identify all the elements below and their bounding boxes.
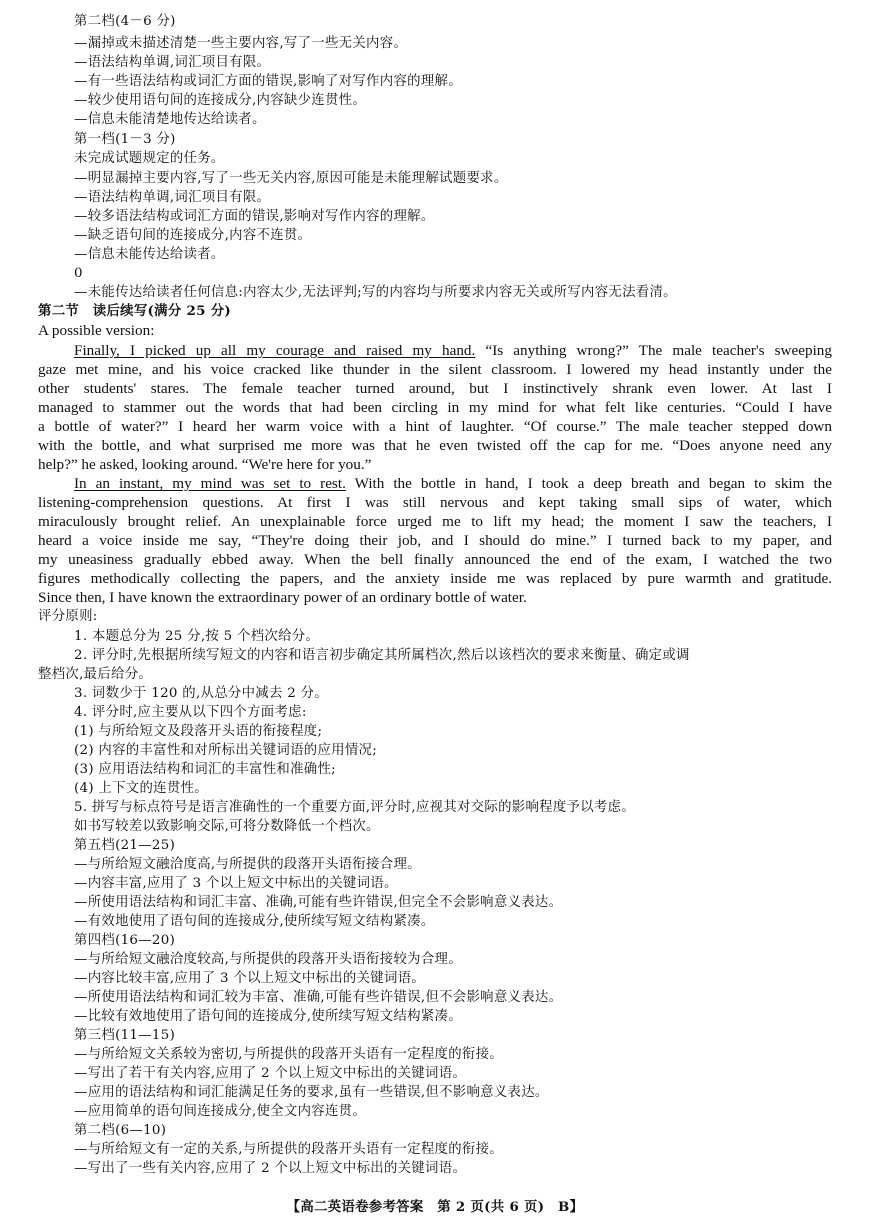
level-criterion: —应用简单的语句间连接成分,使全文内容连贯。 [74, 1104, 367, 1119]
level-criterion: —内容丰富,应用了 3 个以上短文中标出的关键词语。 [74, 876, 398, 891]
paragraph-line: help?” he asked, looking around. “We're here for you.” [38, 456, 372, 473]
band-criterion: —有一些语法结构或词汇方面的错误,影响了对写作内容的理解。 [74, 74, 462, 89]
page-footer: 【高二英语卷参考答案 第 2 页(共 6 页) B】 [286, 1199, 584, 1215]
level-criterion: —所使用语法结构和词汇较为丰富、准确,可能有些许错误,但不会影响意义表达。 [74, 990, 563, 1005]
level-criterion: —应用的语法结构和词汇能满足任务的要求,虽有一些错误,但不影响意义表达。 [74, 1085, 549, 1100]
principle-line: 5. 拼写与标点符号是语言准确性的一个重要方面,评分时,应视其对交际的影响程度予以考虑。 [74, 800, 635, 815]
paragraph-1-first-line [74, 341, 832, 360]
band-zero-description: —未能传达给读者任何信息:内容太少,无法评判;写的内容均与所要求内容无关或所写内容无法看清。 [74, 285, 677, 300]
level-title: 第四档(16—20) [74, 933, 176, 948]
paragraph-line: figures methodically collecting the papers, and the anxiety inside me was replaced by pure warmth and gratitude. [38, 570, 832, 587]
paragraph-2-first-line [74, 474, 832, 493]
band-intro: 未完成试题规定的任务。 [74, 151, 225, 166]
paragraph-line: listening-comprehension questions. At first I was still nervous and kept taking small sips of water, which [38, 494, 832, 511]
paragraph-line: with the bottle, and what surprised me more was that he even twisted off the cap for me. “Does anyone need any [38, 437, 832, 454]
band-criterion: —较少使用语句间的连接成分,内容缺少连贯性。 [74, 93, 367, 108]
band-criterion: —明显漏掉主要内容,写了一些无关内容,原因可能是未能理解试题要求。 [74, 171, 508, 186]
paragraph-text: “Is anything wrong?” The male teacher's sweeping [475, 342, 832, 359]
principles-heading: 评分原则: [38, 609, 98, 624]
paragraph-line: my uneasiness gradually ebbed away. When the bell finally announced the end of the exam, I watched the two [38, 551, 832, 568]
band-criterion: —漏掉或未描述清楚一些主要内容,写了一些无关内容。 [74, 36, 408, 51]
band-title: 第二档(4－6 分) [74, 14, 176, 29]
level-criterion: —写出了一些有关内容,应用了 2 个以上短文中标出的关键词语。 [74, 1161, 467, 1176]
level-title: 第三档(11—15) [74, 1028, 176, 1043]
paragraph-line: miraculously brought relief. An unexplainable force urged me to lift my head; the moment I saw the teachers, I [38, 513, 832, 530]
level-criterion: —与所给短文融洽度较高,与所提供的段落开头语衔接较为合理。 [74, 952, 462, 967]
principle-line: 如书写较差以致影响交际,可将分数降低一个档次。 [74, 819, 380, 834]
band-title: 第一档(1－3 分) [74, 132, 176, 147]
paragraph-text: With the bottle in hand, I took a deep breath and began to skim the [345, 475, 832, 492]
principle-line: 4. 评分时,应主要从以下四个方面考虑: [74, 705, 307, 720]
paragraph-line: managed to stammer out the words that had been circling in my mind for what felt like centuries. “Could I have [38, 399, 832, 416]
level-criterion: —与所给短文有一定的关系,与所提供的段落开头语有一定程度的衔接。 [74, 1142, 503, 1157]
level-criterion: —所使用语法结构和词汇丰富、准确,可能有些许错误,但完全不会影响意义表达。 [74, 895, 563, 910]
section-heading: 第二节 读后续写(满分 25 分) [38, 303, 232, 319]
band-criterion: —信息未能清楚地传达给读者。 [74, 112, 266, 127]
band-criterion: —语法结构单调,词汇项目有限。 [74, 190, 271, 205]
level-criterion: —内容比较丰富,应用了 3 个以上短文中标出的关键词语。 [74, 971, 426, 986]
paragraph-line: Since then, I have known the extraordinary power of an ordinary bottle of water. [38, 589, 527, 606]
paragraph-line: gaze met mine, and his voice cracked like thunder in the silent classroom. I lowered my head instantly under the [38, 361, 832, 378]
paragraph-line: other students' stares. The female teacher turned around, but I instinctively shrank even lower. At last I [38, 380, 832, 397]
principle-line: (4) 上下文的连贯性。 [74, 781, 208, 796]
principle-line: (1) 与所给短文及段落开头语的衔接程度; [74, 724, 323, 739]
paragraph-opening-sentence: In an instant, my mind was set to rest. [74, 475, 346, 492]
principle-line: (3) 应用语法结构和词汇的丰富性和准确性; [74, 762, 336, 777]
level-criterion: —比较有效地使用了语句间的连接成分,使所续写短文结构紧凑。 [74, 1009, 462, 1024]
level-title: 第二档(6—10) [74, 1123, 167, 1138]
paragraph-opening-sentence: Finally, I picked up all my courage and raised my hand. [74, 342, 476, 359]
level-criterion: —写出了若干有关内容,应用了 2 个以上短文中标出的关键词语。 [74, 1066, 467, 1081]
band-criterion: —缺乏语句间的连接成分,内容不连贯。 [74, 228, 312, 243]
level-criterion: —与所给短文关系较为密切,与所提供的段落开头语有一定程度的衔接。 [74, 1047, 503, 1062]
band-criterion: —信息未能传达给读者。 [74, 247, 225, 262]
possible-version-label: A possible version: [38, 322, 155, 339]
principle-line: (2) 内容的丰富性和对所标出关键词语的应用情况; [74, 743, 378, 758]
principle-line: 2. 评分时,先根据所续写短文的内容和语言初步确定其所属档次,然后以该档次的要求来衡量、确定或调 [74, 648, 690, 663]
level-criterion: —与所给短文融洽度高,与所提供的段落开头语衔接合理。 [74, 857, 421, 872]
paragraph-line: a bottle of water?” I heard her warm voice with a hint of laughter. “Of course.” The male teacher stepped down [38, 418, 832, 435]
level-criterion: —有效地使用了语句间的连接成分,使所续写短文结构紧凑。 [74, 914, 435, 929]
band-criterion: —语法结构单调,词汇项目有限。 [74, 55, 271, 70]
principle-line-wrap: 整档次,最后给分。 [38, 667, 153, 682]
band-criterion: —较多语法结构或词汇方面的错误,影响对写作内容的理解。 [74, 209, 435, 224]
band-zero-label: 0 [74, 266, 83, 281]
paragraph-line: heard a voice inside me say, “They're doing their job, and I should do mine.” I turned back to my paper, and [38, 532, 832, 549]
principle-line: 3. 词数少于 120 的,从总分中减去 2 分。 [74, 686, 328, 701]
principle-line: 1. 本题总分为 25 分,按 5 个档次给分。 [74, 629, 320, 644]
level-title: 第五档(21—25) [74, 838, 176, 853]
